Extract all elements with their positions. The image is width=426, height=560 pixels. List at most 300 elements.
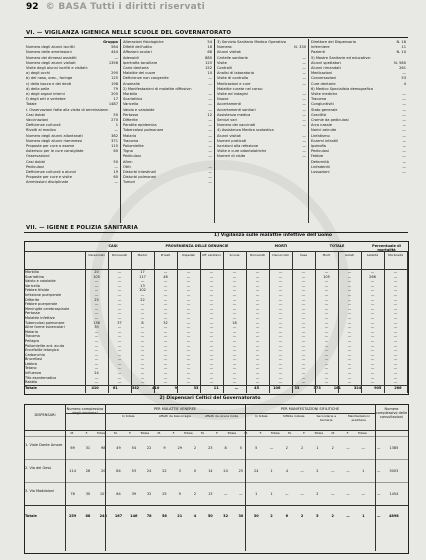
row-label: Tubercolosi polmonare	[123, 128, 164, 133]
table-cell: 245	[99, 514, 107, 519]
row-label: 6) Medico Specialista demografico	[311, 86, 373, 91]
table-cell: 55	[294, 385, 300, 390]
row-value: —	[208, 118, 212, 123]
table-cell: —	[94, 366, 99, 371]
table-cell: 1	[270, 469, 273, 474]
table-cell: —	[209, 352, 214, 357]
row-label: Totale	[26, 102, 37, 107]
row-value: —	[114, 55, 118, 60]
row-label: Accertamenti sanitari	[217, 107, 256, 112]
table-cell: —	[347, 380, 352, 385]
mft-cell: F.	[129, 431, 132, 435]
table-cell: —	[324, 348, 329, 353]
table-cell: —	[209, 366, 214, 371]
table-cell: 167	[114, 514, 123, 519]
row-label: Visite ed indagini	[217, 92, 248, 97]
table-cell: —	[346, 514, 350, 519]
table-cell: 22	[162, 469, 167, 474]
row-value: —	[402, 154, 406, 159]
row-label: Morbillo	[25, 270, 39, 274]
section-vi-column-1	[26, 40, 118, 186]
table-cell: —	[393, 380, 398, 385]
row-label: Alunni spettatori	[311, 60, 341, 65]
table-cell: —	[347, 306, 352, 311]
total-row	[25, 505, 408, 526]
row-label: Alterazioni fisiologiche	[123, 40, 164, 44]
table-cell: —	[347, 325, 352, 330]
row-value: —	[302, 138, 306, 143]
table-cell: —	[209, 357, 214, 362]
row-value: 1487	[108, 102, 118, 107]
row-label: Rivolti al medico	[26, 128, 56, 133]
table-cell: —	[278, 283, 283, 288]
row-label: Carie dentaria	[123, 66, 149, 71]
table-cell: —	[140, 338, 145, 343]
row-label: Altre forme tubercolari	[25, 325, 65, 330]
table-cell: —	[232, 352, 237, 357]
table-cell: —	[301, 366, 306, 371]
row-value: —	[402, 170, 406, 175]
table-cell: 30	[85, 492, 91, 497]
table-cell: —	[232, 338, 237, 343]
row-label: Infezione puerperale	[25, 292, 62, 297]
table-cell: 54	[131, 446, 137, 451]
row-value: —	[208, 123, 212, 128]
section-vi-rule	[24, 37, 408, 38]
row-label: Tubercolosi polmonare	[25, 320, 65, 325]
row-label: Proposte per cure e visite	[26, 175, 72, 180]
table-cell: —	[209, 288, 214, 293]
table-cell: —	[393, 375, 398, 380]
row-value: —	[114, 180, 118, 185]
row-value: 50	[113, 112, 118, 117]
table-cell: —	[301, 348, 306, 353]
table-cell: 11	[213, 385, 219, 390]
table-cell: —	[209, 348, 214, 353]
table-cell: 2	[285, 446, 288, 451]
table1-title: 1) Vigilanza sulle malattie infettive dell'uomo	[213, 233, 333, 238]
row-value: —	[302, 112, 306, 117]
table-cell: —	[301, 320, 306, 325]
row-label: Deficienze culturali	[26, 123, 61, 128]
row-label: Tifo esantematico	[25, 375, 57, 380]
row-value: 17	[113, 97, 118, 102]
table-cell: —	[370, 361, 375, 366]
table-cell: —	[347, 320, 352, 325]
table-cell: —	[347, 283, 352, 288]
table-cell: —	[324, 334, 329, 339]
table-cell: 105	[323, 274, 330, 279]
table-cell: —	[324, 270, 329, 274]
header-rule	[25, 251, 408, 252]
row-label: 2) Manifestazioni di malattie diffusive:	[123, 86, 192, 91]
mft-cell: F.	[85, 431, 88, 435]
table-cell: —	[94, 343, 99, 348]
table-cell: 22	[140, 297, 145, 302]
table-cell: —	[232, 315, 237, 320]
table-cell: —	[232, 366, 237, 371]
row-value: —	[302, 81, 306, 86]
table-cell: —	[393, 270, 398, 274]
page-number: 92	[26, 2, 39, 12]
row-value: —	[208, 107, 212, 112]
table-cell: —	[301, 361, 306, 366]
table-cell: —	[300, 469, 304, 474]
table-cell: —	[370, 380, 375, 385]
table-cell: —	[301, 279, 306, 284]
row-label: Pediculosi	[311, 149, 329, 154]
row-label: Anomalie	[123, 81, 140, 86]
row-label: 1. Viale Dante Amore	[25, 443, 63, 448]
table-cell: —	[347, 279, 352, 284]
table-cell: 39	[131, 492, 137, 497]
table-cell: 373	[313, 385, 321, 390]
row-value: 125	[205, 60, 212, 65]
table-cell: 1	[316, 446, 319, 451]
row-value: —	[302, 92, 306, 97]
table-cell: —	[186, 270, 191, 274]
table-cell: —	[94, 357, 99, 362]
table-cell: —	[393, 297, 398, 302]
row-value: —	[402, 112, 406, 117]
table-cell: 45	[254, 385, 260, 390]
row-label: Visite degli alunni iscritti e visitati:	[26, 66, 88, 71]
table-cell: —	[376, 492, 381, 497]
row-label: 3) Servizio Sanitario Medico Operativo	[217, 40, 286, 44]
table-cell: —	[393, 283, 398, 288]
row-value: 115	[111, 144, 118, 149]
table-cell: —	[209, 292, 214, 297]
row-label: 2. Via del Gesù	[25, 466, 52, 471]
column-rule	[154, 251, 155, 393]
table-cell: —	[186, 380, 191, 385]
table-cell: —	[393, 361, 398, 366]
table-cell: 37	[117, 320, 122, 325]
data-row	[311, 170, 406, 175]
row-label: Numero delle ammissioni	[26, 50, 72, 55]
table-cell: —	[223, 492, 228, 497]
row-label: Febbre	[311, 154, 324, 159]
row-label: Visite	[217, 60, 227, 65]
table-cell: 32	[163, 320, 168, 325]
table-cell: 259	[68, 514, 77, 519]
table-cell: —	[255, 361, 260, 366]
table-cell: —	[346, 492, 350, 497]
table-cell: —	[370, 352, 375, 357]
table-cell: —	[186, 357, 191, 362]
row-label: Iscrizioni alla refezione	[217, 144, 259, 149]
mft-cell: M.	[287, 431, 292, 435]
table-cell: —	[278, 348, 283, 353]
table-cell: —	[278, 375, 283, 380]
table-cell: —	[255, 302, 260, 307]
table-cell: —	[234, 385, 239, 390]
table-cell: —	[209, 270, 214, 274]
table-cell: —	[255, 270, 260, 274]
table-cell: 24	[94, 371, 99, 376]
table-cell: —	[347, 329, 352, 334]
table-cell: —	[163, 311, 168, 316]
table-cell: —	[232, 302, 237, 307]
table-cell: —	[370, 306, 375, 311]
table-cell: —	[324, 357, 329, 362]
table-cell: 2	[316, 469, 319, 474]
table-cell: —	[163, 325, 168, 330]
table2-subhead: Sifilide iniziale	[283, 414, 305, 418]
table-cell: —	[278, 338, 283, 343]
table-cell: 18	[232, 320, 237, 325]
column-rule	[223, 251, 224, 393]
table-cell: 4	[285, 469, 288, 474]
row-label: Alunni visitati	[217, 133, 242, 138]
table-cell: —	[301, 292, 306, 297]
table-cell: —	[324, 302, 329, 307]
row-label: Difetti dell'udito	[123, 45, 152, 50]
row-value: —	[302, 71, 306, 76]
table-cell: 32	[146, 492, 152, 497]
row-value: —	[302, 66, 306, 71]
row-value: 79	[113, 86, 118, 91]
table-cell: 1	[362, 469, 365, 474]
table-cell: —	[255, 329, 260, 334]
row-label: Tracoma	[25, 334, 40, 339]
row-value: 1356	[108, 60, 118, 65]
column-rule	[131, 251, 132, 393]
table2-group-venere: PER MALATTIE VENEREE	[153, 407, 197, 411]
row-value: N. 10	[396, 50, 406, 55]
table-cell: —	[255, 292, 260, 297]
row-value: —	[402, 71, 406, 76]
mft-cell: Totale	[96, 431, 106, 435]
table-cell: —	[255, 325, 260, 330]
table-cell: —	[301, 338, 306, 343]
row-label: Ipotrofia	[311, 144, 327, 149]
table-cell: —	[361, 492, 366, 497]
row-label: Deformità	[311, 159, 329, 164]
row-label: Medicazioni e cure	[217, 81, 251, 86]
row-value: 16	[207, 45, 212, 50]
row-label: Narici ostruite	[311, 128, 337, 133]
table-cell: 25	[162, 492, 167, 497]
row-value: —	[208, 76, 212, 81]
table-cell: —	[94, 380, 99, 385]
row-value: —	[208, 170, 212, 175]
row-value: —	[302, 97, 306, 102]
table-cell: —	[370, 329, 375, 334]
row-label: Visite mediche	[311, 92, 338, 97]
table-cell: —	[278, 325, 283, 330]
table-cell: 117	[139, 274, 146, 279]
table-cell: 136	[93, 320, 100, 325]
header-rule	[65, 413, 375, 414]
table-cell: —	[324, 352, 329, 357]
table2-subhead: Affetti da blenorragia	[158, 414, 191, 418]
table-cell: —	[186, 297, 191, 302]
table-cell: —	[269, 446, 274, 451]
table-cell: —	[393, 371, 398, 376]
column-rule	[177, 251, 178, 393]
table-cell: —	[117, 361, 122, 366]
table-cell: —	[232, 357, 237, 362]
table-cell: —	[278, 371, 283, 376]
column-rule	[105, 405, 106, 551]
row-label: Lebbra	[25, 361, 38, 366]
table-cell: —	[232, 274, 237, 279]
table-cell: —	[347, 297, 352, 302]
table-cell: —	[301, 375, 306, 380]
table-cell: —	[186, 338, 191, 343]
table-cell: —	[278, 361, 283, 366]
table-cell: —	[140, 380, 145, 385]
column-rule	[384, 251, 385, 393]
table1-group-head: MORTI	[274, 244, 288, 248]
table-cell: 14	[208, 469, 213, 474]
table-cell: 161	[333, 385, 341, 390]
mft-cell: Totale	[183, 431, 193, 435]
table-cell: —	[94, 292, 99, 297]
table-cell: —	[163, 380, 168, 385]
table-cell: —	[163, 361, 168, 366]
table-cell: —	[393, 334, 398, 339]
row-value: —	[208, 102, 212, 107]
table-cell: —	[278, 270, 283, 274]
table-cell: —	[209, 375, 214, 380]
table-cell: 2	[193, 446, 197, 451]
table-cell: 23	[208, 446, 213, 451]
row-value: 444	[111, 50, 118, 55]
row-label: Accertamenti	[217, 102, 242, 107]
table-cell: 13	[140, 283, 145, 288]
table-cell: —	[324, 338, 329, 343]
table-cell: —	[370, 334, 375, 339]
row-value: —	[302, 144, 306, 149]
table-cell: —	[117, 297, 122, 302]
column-rule	[292, 251, 293, 393]
table-cell: —	[393, 366, 398, 371]
table1-subhead: Morti	[322, 253, 331, 257]
table-cell: 4	[193, 514, 197, 519]
row-label: Varicella	[123, 102, 139, 107]
table-cell: —	[324, 283, 329, 288]
table1-body	[25, 270, 408, 391]
column-divider	[214, 39, 215, 223]
table-cell: —	[209, 315, 214, 320]
table-cell: 76	[70, 492, 75, 497]
row-label: I. Osservazioni fatte alla visita di ammissione:	[26, 107, 109, 112]
table-cell: —	[324, 375, 329, 380]
row-value: —	[302, 102, 306, 107]
table-cell: 6	[285, 514, 289, 519]
row-label: Ammissioni disciplinate	[26, 180, 69, 185]
table-cell: 410	[152, 385, 160, 390]
table-cell: 21	[177, 514, 183, 519]
table-cell: —	[370, 325, 375, 330]
row-value: 880	[205, 55, 212, 60]
mft-cell: Totale	[270, 431, 280, 435]
column-rule	[269, 251, 270, 393]
table-cell: —	[140, 302, 145, 307]
table-cell: —	[186, 334, 191, 339]
table-cell: —	[393, 352, 398, 357]
row-label: Conversazioni	[311, 76, 337, 81]
table-cell: —	[232, 288, 237, 293]
row-label: Proposte per cure o esame	[26, 144, 75, 149]
row-label: Analisi di laboratorio	[217, 71, 255, 76]
table-cell: —	[301, 325, 306, 330]
row-label: Vaccinazioni	[26, 118, 49, 123]
table-cell: —	[232, 292, 237, 297]
row-value: 10	[207, 71, 212, 76]
table-cell: —	[163, 348, 168, 353]
table1-subhead: Scuole	[229, 253, 240, 257]
table-cell: —	[140, 325, 145, 330]
table-cell: —	[94, 306, 99, 311]
row-value: —	[402, 133, 406, 138]
column-rule	[65, 405, 66, 551]
mft-cell: M.	[70, 431, 75, 435]
row-value: 564	[111, 45, 118, 50]
mft-cell: F.	[346, 431, 349, 435]
row-label: Servizi vari	[217, 118, 237, 123]
row-label: Tumori	[123, 180, 136, 185]
mft-cell: F.	[303, 431, 306, 435]
table2-col-dispensari: DISPENSARI	[34, 413, 56, 417]
table-cell: —	[347, 343, 352, 348]
row-value: 290	[111, 71, 118, 76]
table-cell: —	[163, 329, 168, 334]
row-label: Lussazioni	[311, 170, 330, 175]
row-value: 60	[113, 175, 118, 180]
table-cell: —	[324, 288, 329, 293]
table-cell: —	[393, 311, 398, 316]
table-cell: 342	[131, 385, 140, 390]
table-cell: —	[370, 279, 375, 284]
table-cell: 49	[116, 446, 121, 451]
table-cell: 64	[116, 492, 121, 497]
row-value: 19	[113, 170, 118, 175]
table-cell: —	[94, 302, 99, 307]
row-label: Numero degli alunni riammessi	[26, 138, 83, 143]
table-cell: —	[301, 334, 306, 339]
total-row	[25, 385, 408, 391]
row-label: Direttore del Dispensario	[311, 40, 356, 44]
table-cell: —	[140, 343, 145, 348]
table-cell: —	[255, 283, 260, 288]
table-cell: —	[370, 283, 375, 288]
table-cell: 1	[362, 514, 365, 519]
table-cell: —	[163, 334, 168, 339]
table-cell: —	[255, 357, 260, 362]
column-divider	[120, 39, 121, 223]
table-cell: 17	[140, 270, 145, 274]
table-cell: —	[370, 288, 375, 293]
table-cell: —	[255, 297, 260, 302]
mft-cell: Totale	[140, 431, 150, 435]
table-cell: —	[209, 302, 214, 307]
table1-subhead: Uff. sanitario	[201, 253, 222, 257]
table-row	[25, 459, 408, 482]
table-cell: 1454	[389, 492, 399, 497]
table-cell: 1	[255, 492, 258, 497]
row-value: 198	[111, 81, 118, 86]
row-value: —	[302, 149, 306, 154]
table-cell: —	[232, 375, 237, 380]
row-value: —	[208, 97, 212, 102]
row-label: Stato generale	[311, 107, 338, 112]
table-cell: 9	[174, 385, 178, 390]
table-cell: —	[301, 270, 306, 274]
row-label: d) della pelle	[26, 86, 50, 91]
